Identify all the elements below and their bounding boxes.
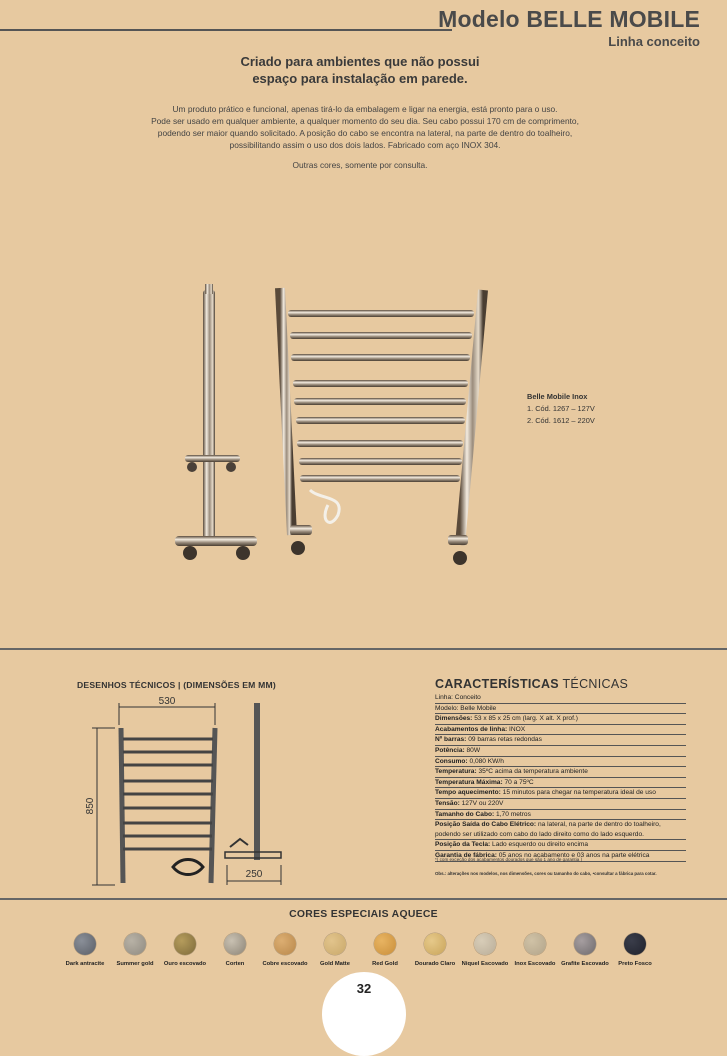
color-swatch-dot (174, 933, 196, 955)
spec-row (435, 810, 686, 821)
color-swatches (60, 933, 670, 973)
spec-key: Linha: (435, 694, 453, 701)
color-swatch-label: Niquel Escovado (461, 961, 509, 967)
spec-row (435, 788, 686, 799)
color-swatch-label: Inox Escovado (514, 961, 556, 967)
spec-value: na lateral, na parte de dentro do toalheiro, (536, 821, 661, 829)
color-swatch (557, 933, 613, 967)
spec-value: 70 a 75ºC (502, 778, 534, 786)
side-view-photo (175, 284, 257, 560)
front-view-photo (280, 288, 483, 565)
spec-row (435, 778, 686, 789)
spec-value: 15 minutos para chegar na temperatura ideal de uso (500, 789, 656, 797)
page-subtitle: Linha conceito (608, 34, 700, 49)
drawings-title: DESENHOS TÉCNICOS | (DIMENSÕES EM MM) (77, 680, 276, 690)
spec-value: 09 barras retas redondas (466, 736, 542, 744)
spec-key: Dimensões: (435, 715, 473, 723)
color-swatch-label: Cobre escovado (262, 961, 308, 967)
color-swatch-dot (424, 933, 446, 955)
spec-key: Posição da Tecla: (435, 841, 491, 849)
spec-value: 80W (464, 746, 481, 754)
color-swatch (457, 933, 513, 967)
spec-row (435, 725, 686, 736)
specs-title-bold: CARACTERÍSTICAS (435, 677, 559, 691)
color-swatch-label: Summer gold (116, 961, 154, 967)
spec-value: podendo ser utilizado com cabo do lado direito como do lado esquerdo. (435, 830, 644, 838)
spec-row (435, 704, 686, 715)
spec-key: Garantia de fábrica: (435, 851, 497, 859)
intro-line-4: possibilitando assim o uso dos dois lados. Fabricado com aço INOX 304. (229, 140, 501, 150)
color-swatch (357, 933, 413, 967)
color-swatch (207, 933, 263, 967)
spec-key: Tamanho do Cabo: (435, 810, 495, 818)
spec-value: 127V ou 220V (459, 799, 504, 807)
intro-line-3: podendo ser maior quando solicitado. A posição do cabo se encontra na lateral, na parte de dentro do toalheiro, (157, 128, 573, 138)
model-code-2: 2. Cód. 1612 – 220V (527, 416, 595, 425)
warranty-footnote: *( com exceção dos acabamentos dourados que são 1 ano de garantia ) (435, 857, 583, 862)
spec-key: Tensão: (435, 799, 460, 807)
color-swatch (57, 933, 113, 967)
spec-row (435, 693, 686, 704)
product-photo (170, 280, 500, 580)
color-swatch-label: Dourado Claro (414, 961, 456, 967)
spec-key: Potência: (435, 746, 465, 754)
spec-key: Acabamentos de linha: (435, 725, 508, 733)
changes-footnote: Obs.: alterações nos modelos, nos dimensões, cores ou tamanho do cabo, •consultar a fábrica para cotar. (435, 871, 657, 876)
headline-line-2: espaço para instalação em parede. (252, 71, 468, 86)
spec-row (435, 799, 686, 810)
spec-value: 05 anos no acabamento e 03 anos na parte elétrica (496, 851, 650, 859)
colors-note: Outras cores, somente por consulta. (292, 160, 428, 170)
color-swatch (507, 933, 563, 967)
headline (200, 53, 520, 87)
color-swatch (107, 933, 163, 967)
header-rule (0, 29, 452, 31)
width-dimension-label: 530 (158, 696, 176, 707)
color-swatch-label: Red Gold (372, 961, 398, 967)
intro-line-1: Um produto prático e funcional, apenas tirá-lo da embalagem e ligar na energia, está pronto para o uso. (172, 104, 558, 114)
color-swatch-dot (474, 933, 496, 955)
color-swatch-dot (374, 933, 396, 955)
color-swatch-label: Ouro escovado (163, 961, 207, 967)
spec-key: Posição Saída do Cabo Elétrico: (435, 821, 537, 829)
color-swatch-dot (124, 933, 146, 955)
spec-row (435, 714, 686, 725)
model-info (527, 391, 595, 427)
spec-row (435, 830, 686, 841)
spec-row (435, 746, 686, 757)
section-divider-top (0, 648, 727, 650)
color-swatch-dot (274, 933, 296, 955)
spec-value: 1,70 metros (494, 810, 531, 818)
color-swatch-label: Corten (225, 961, 245, 967)
color-swatch-dot (624, 933, 646, 955)
color-swatch (157, 933, 213, 967)
spec-row (435, 735, 686, 746)
spec-key: Temperatura Máxima: (435, 778, 503, 786)
color-swatch (607, 933, 663, 967)
color-swatch-dot (324, 933, 346, 955)
spec-key: Nº barras: (435, 736, 467, 744)
colors-title: CORES ESPECIAIS AQUECE (289, 909, 438, 920)
spec-key: Tempo aquecimento: (435, 789, 501, 797)
color-swatch-dot (74, 933, 96, 955)
color-swatch-dot (224, 933, 246, 955)
technical-drawing (75, 695, 290, 895)
spec-key: Consumo: (435, 757, 468, 765)
specs-title-rest: TÉCNICAS (558, 677, 629, 691)
section-divider-bottom (0, 898, 727, 900)
page-title: Modelo BELLE MOBILE (438, 6, 700, 32)
color-swatch (307, 933, 363, 967)
page-number: 32 (356, 981, 372, 996)
color-swatch-dot (524, 933, 546, 955)
spec-value: 35ºC acima da temperatura ambiente (476, 768, 588, 776)
model-code-1: 1. Cód. 1267 – 127V (527, 404, 595, 413)
color-swatch-dot (574, 933, 596, 955)
spec-row (435, 840, 686, 851)
spec-value: 0,080 KW/h (467, 757, 504, 765)
spec-value: 53 x 85 x 25 cm (larg. X alt. X prof.) (472, 715, 578, 723)
depth-dimension-label: 250 (245, 869, 263, 880)
color-swatch (407, 933, 463, 967)
spec-row (435, 757, 686, 768)
color-swatch-label: Gold Matte (320, 961, 350, 967)
intro-paragraph (115, 103, 615, 151)
color-swatch-label: Dark antracite (65, 961, 105, 967)
color-swatch-label: Preto Fosco (618, 961, 652, 967)
specs-title (435, 677, 628, 691)
spec-value: Conceito (452, 694, 481, 701)
spec-key: Temperatura: (435, 768, 477, 776)
spec-row (435, 767, 686, 778)
spec-value: Modelo: Belle Mobile (435, 704, 497, 712)
specs-table (435, 693, 686, 862)
spec-value: Lado esquerdo ou direito encima (490, 841, 589, 849)
intro-line-2: Pode ser usado em qualquer ambiente, a qualquer momento do seu dia. Seu cabo possui 170 cm de comprimento, (151, 116, 579, 126)
model-name: Belle Mobile Inox (527, 392, 588, 401)
spec-row (435, 820, 686, 830)
spec-value: INOX (507, 725, 526, 733)
headline-line-1: Criado para ambientes que não possui (240, 54, 480, 69)
color-swatch (257, 933, 313, 967)
color-swatch-label: Grafite Escovado (561, 961, 609, 967)
height-dimension-label: 850 (85, 797, 96, 815)
